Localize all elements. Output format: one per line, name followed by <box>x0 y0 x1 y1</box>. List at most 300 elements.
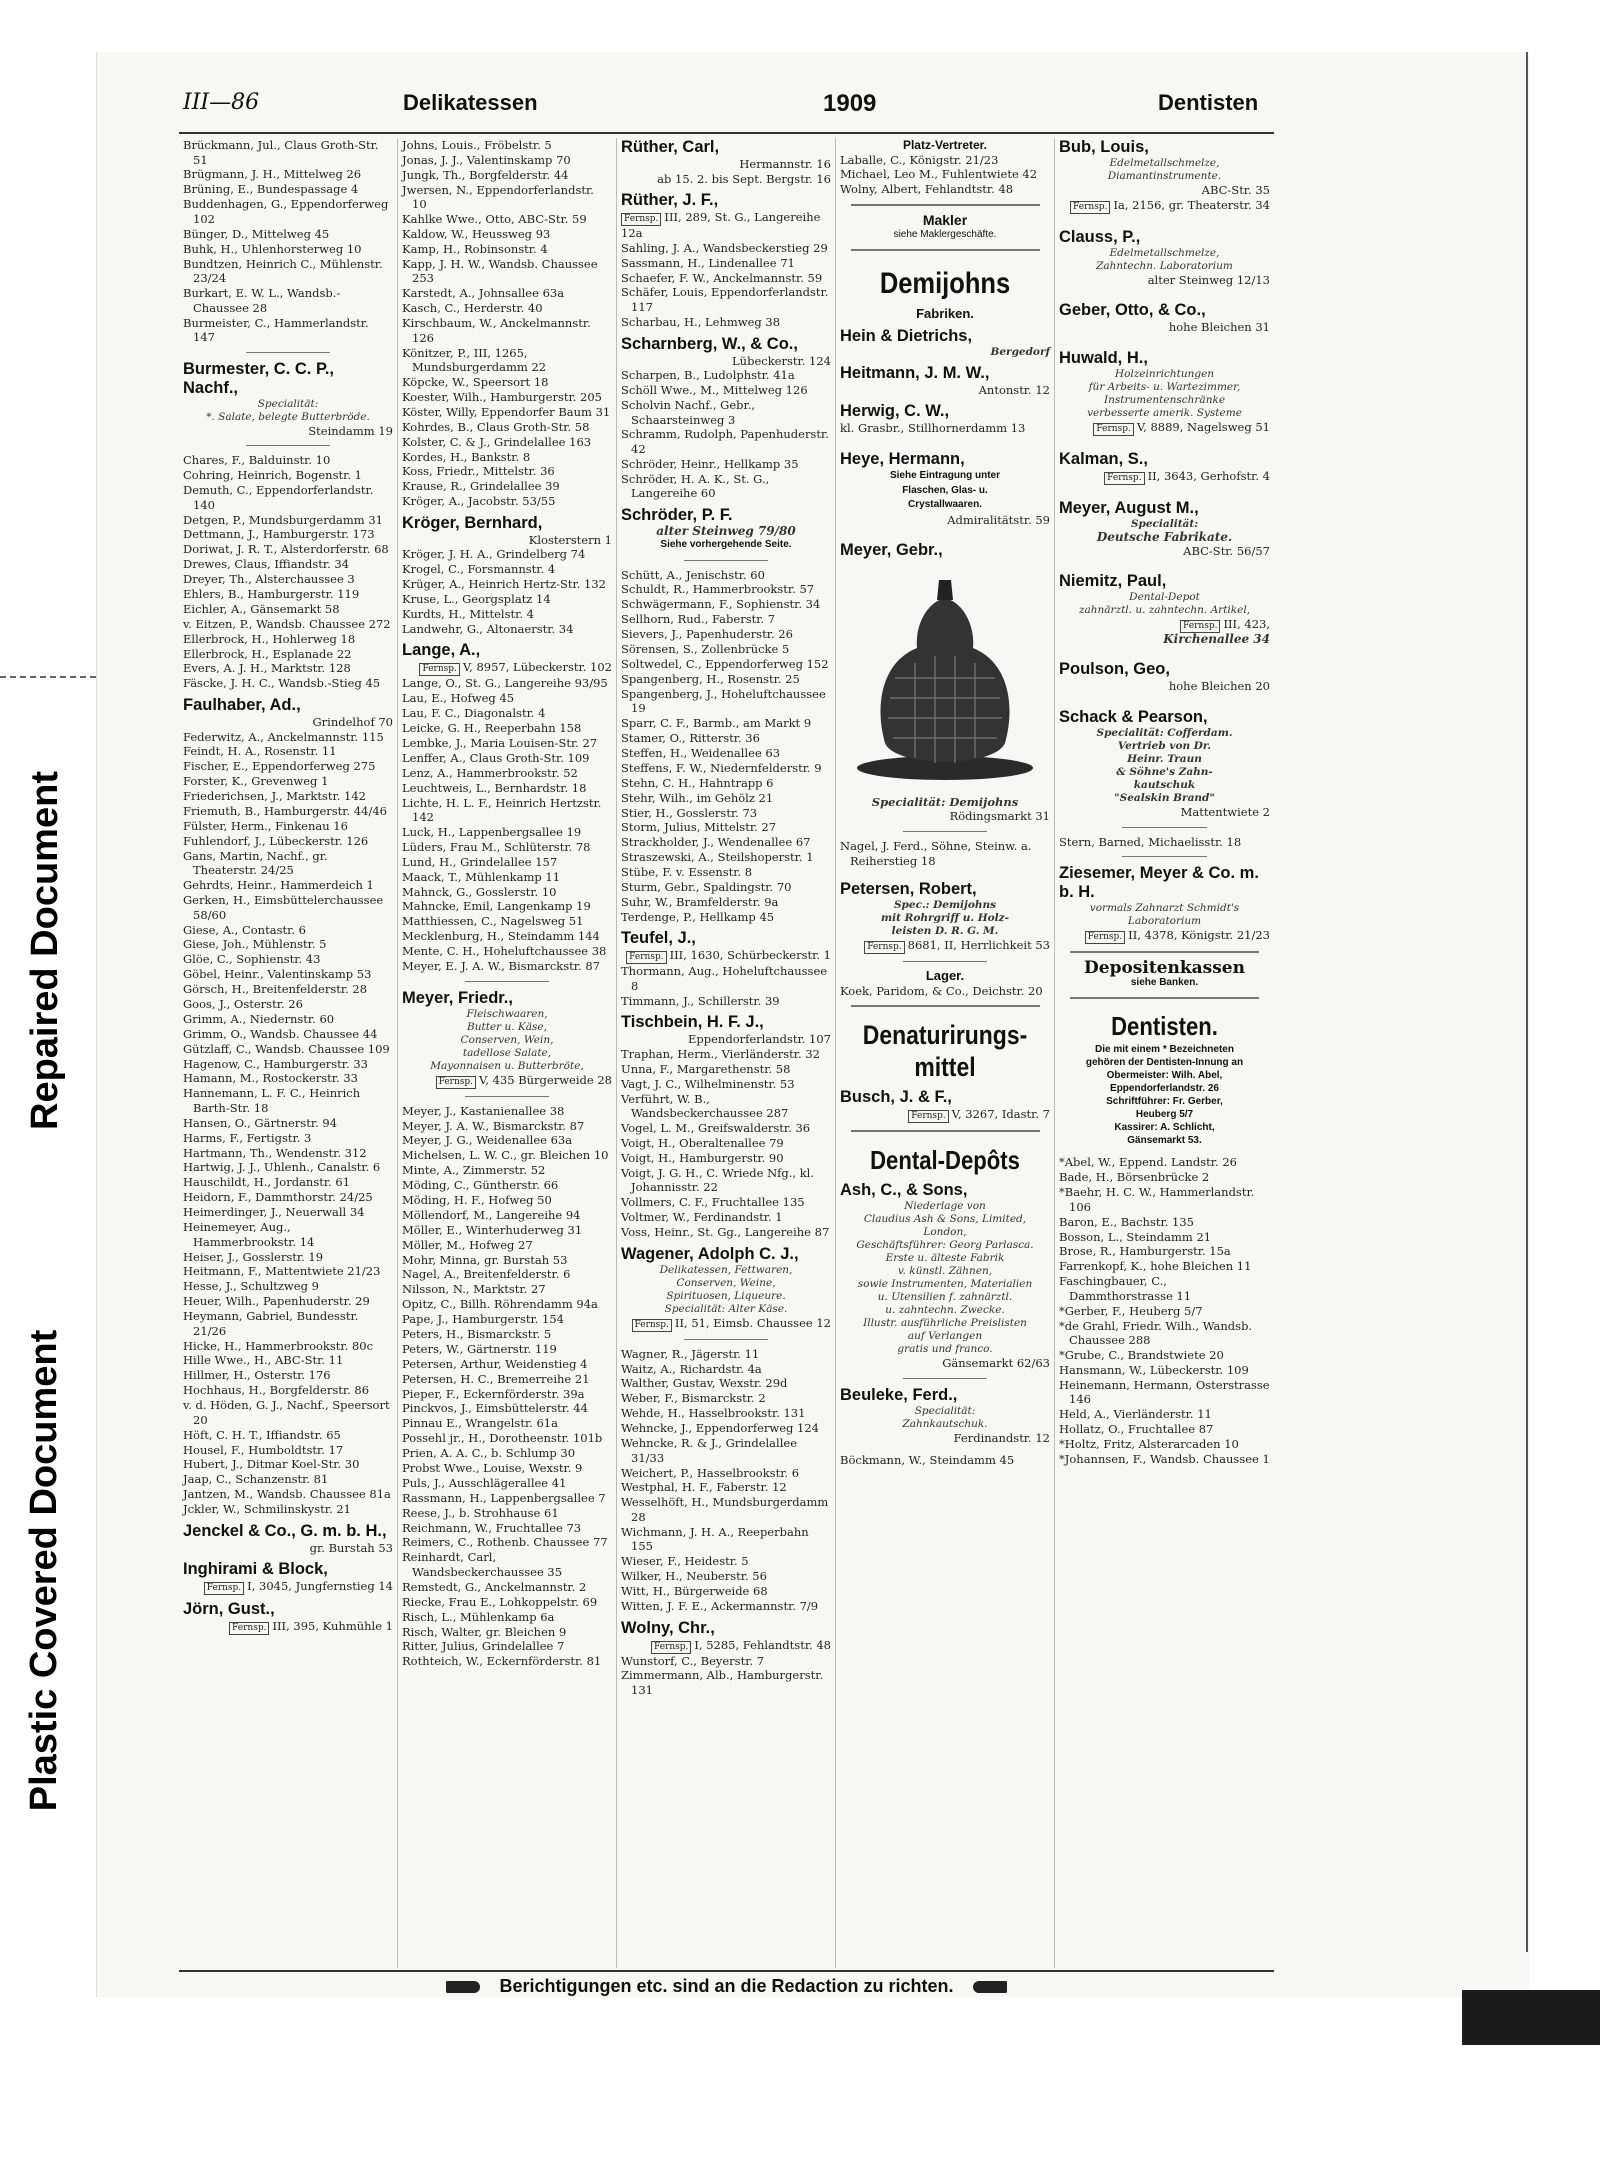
list-item: Remstedt, G., Anckelmannstr. 2 <box>402 1579 587 1594</box>
list-item: Pape, J., Hamburgerstr. 154 <box>402 1312 564 1327</box>
list-item: Giese, Joh., Mühlenstr. 5 <box>183 937 327 952</box>
listing-name: Meyer, August M., <box>1059 498 1199 517</box>
list-item: Evers, A. J. H., Marktstr. 128 <box>183 661 351 676</box>
section-title: Makler <box>922 211 968 228</box>
listing-name: Heitmann, J. M. W., <box>840 363 990 382</box>
list-item: Leuchtweis, L., Bernhardstr. 18 <box>402 780 587 795</box>
listing-address: Fernsp. V, 8889, Nagelsweg 51 <box>1059 420 1270 436</box>
list-item: Kaldow, W., Heussweg 93 <box>402 227 551 242</box>
page-header <box>183 90 1273 126</box>
list-item: Siehe Eintragung unter <box>889 469 1000 481</box>
listing-address: Fernsp. 8681, II, Herrlichkeit 53 <box>840 938 1050 954</box>
list-item: Fischer, E., Eppendorferweg 275 <box>183 759 376 774</box>
list-item: Wichmann, J. H. A., Reeperbahn 155 <box>621 1524 809 1554</box>
divider <box>246 445 330 446</box>
divider <box>684 560 768 561</box>
list-item: Burmeister, C., Hammerlandstr. 147 <box>183 315 369 345</box>
list-item: Schröder, Heinr., Hellkamp 35 <box>621 456 799 471</box>
list-item: Koek, Paridom, & Co., Deichstr. 20 <box>840 983 1043 998</box>
list-item: Verführt, W. B., Wandsbeckerchaussee 287 <box>621 1091 789 1121</box>
list-item: Möller, E., Winterhuderweg 31 <box>402 1222 583 1237</box>
list-item: Vollmers, C. F., Fruchtallee 135 <box>621 1195 805 1210</box>
column-1 <box>179 138 398 1968</box>
listing-address: Steindamm 19 <box>308 423 393 438</box>
list-item: Mecklenburg, H., Steindamm 144 <box>402 929 600 944</box>
list-item: Lichte, H. L. F., Heinrich Hertzstr. 142 <box>402 795 602 825</box>
listing-name: Wolny, Chr., <box>621 1618 715 1637</box>
list-item: Nagel, A., Breitenfelderstr. 6 <box>402 1267 571 1282</box>
list-item: Nilsson, N., Marktstr. 27 <box>402 1282 546 1297</box>
list-item: Waitz, A., Richardstr. 4a <box>621 1361 762 1376</box>
listing-address: Rödingsmarkt 31 <box>949 809 1050 824</box>
header-section-right: Dentisten <box>1158 90 1259 115</box>
entry-list <box>402 1104 612 1669</box>
list-item: Schäfer, Louis, Eppendorferlandstr. 117 <box>621 285 829 315</box>
list-item: Laboratorium <box>1127 915 1202 928</box>
list-item: Giese, A., Contastr. 6 <box>183 922 306 937</box>
list-item: Reinhardt, Carl, Wandsbeckerchaussee 35 <box>402 1550 563 1579</box>
list-item: Witt, H., Bürgerweide 68 <box>621 1584 768 1599</box>
list-item: Friemuth, B., Hamburgerstr. 44/46 <box>183 803 387 818</box>
list-item: Eichler, A., Gänsemarkt 58 <box>183 601 340 616</box>
list-item: Gützlaff, C., Wandsb. Chaussee 109 <box>183 1041 390 1056</box>
list-item: Pinckvos, J., Eimsbüttelerstr. 44 <box>402 1401 588 1416</box>
listing-address: Lübeckerstr. 124 <box>732 353 831 368</box>
divider <box>1070 997 1260 999</box>
divider <box>851 1005 1040 1007</box>
list-item: Dettmann, J., Hamburgerstr. 173 <box>183 527 375 542</box>
list-item: Kohrdes, B., Claus Groth-Str. 58 <box>402 419 590 434</box>
listing-name: Ash, C., & Sons, <box>840 1181 968 1200</box>
listing-address: Antonstr. 12 <box>978 382 1050 397</box>
list-item: Harms, F., Fertigstr. 3 <box>183 1130 312 1145</box>
list-item: Jwersen, N., Eppendorferlandstr. 10 <box>402 182 594 212</box>
section-note: siehe Maklergeschäfte. <box>893 228 997 240</box>
list-item: Puls, J., Ausschlägerallee 41 <box>402 1475 567 1490</box>
listing-address: Mattentwiete 2 <box>1180 804 1270 819</box>
listing-description <box>840 899 1050 938</box>
list-item: Wehde, H., Hasselbrookstr. 131 <box>621 1406 806 1421</box>
list-item: leisten D. R. G. M. <box>891 925 999 938</box>
list-item: Sörensen, S., Zollenbrücke 5 <box>621 642 790 656</box>
listing-name: Schröder, P. F. <box>621 505 733 524</box>
list-item: Wehncke, J., Eppendorferweg 124 <box>621 1421 819 1436</box>
list-item: Hansen, O., Gärtnerstr. 94 <box>183 1115 338 1130</box>
list-item: Wagner, R., Jägerstr. 11 <box>621 1346 760 1361</box>
pointing-hand-icon <box>446 1981 480 1993</box>
listing-address: hohe Bleichen 31 <box>1168 320 1270 335</box>
list-item: Zimmermann, Alb., Hamburgerstr. 131 <box>621 1668 824 1698</box>
entry-list <box>621 1347 831 1614</box>
fernsprecher-badge: Fernsp. <box>864 941 904 954</box>
list-item: Maack, T., Mühlenkamp 11 <box>402 869 561 884</box>
list-item: Thormann, Aug., Hoheluftchaussee 8 <box>621 964 828 993</box>
list-item: Möding, C., Güntherstr. 66 <box>402 1178 559 1193</box>
listing-address: Klosterstern 1 <box>528 532 612 547</box>
list-item: Strackholder, J., Wendenallee 67 <box>621 835 811 850</box>
list-item: Fuhlendorf, J., Lübeckerstr. 126 <box>183 833 369 848</box>
column-2 <box>398 138 617 1968</box>
list-item: Karstedt, A., Johnsallee 63a <box>402 286 565 301</box>
entry-list <box>183 730 393 1517</box>
list-item: Feindt, H. A., Rosenstr. 11 <box>183 744 337 759</box>
list-item: Wehncke, R. & J., Grindelallee 31/33 <box>621 1436 798 1465</box>
list-item: Gans, Martin, Nachf., gr. Theaterstr. 24/25 <box>183 848 328 878</box>
list-item: Heinemeyer, Aug., Hammerbrookstr. 14 <box>183 1220 315 1249</box>
list-item: Riecke, Frau E., Lohkoppelstr. 69 <box>402 1594 598 1609</box>
fernsprecher-badge: Fernsp. <box>651 1641 691 1654</box>
list-item: Jonas, J. J., Valentinskamp 70 <box>402 152 571 167</box>
divider <box>851 249 1040 251</box>
listing-address: Fernsp. III, 289, St. G., Langereihe 12a <box>621 210 821 241</box>
list-item: Sparr, C. F., Barmb., am Markt 9 <box>621 716 812 731</box>
section-title: Lager. <box>925 968 965 984</box>
list-item: Grimm, O., Wandsb. Chaussee 44 <box>183 1026 378 1041</box>
list-item: Walther, Gustav, Wexstr. 29d <box>621 1376 788 1391</box>
listing-address: ABC-Str. 35 <box>1201 183 1270 197</box>
list-item: zahnärztl. u. zahntechn. Artikel, <box>1078 604 1251 617</box>
list-item: Hermannstr. 16 <box>739 157 831 171</box>
list-item: Petersen, H. C., Bremerreihe 21 <box>402 1371 590 1386</box>
guild-notice <box>1059 1043 1270 1147</box>
page-number: III—86 <box>183 90 260 115</box>
list-item: Hannemann, L. F. C., Heinrich Barth-Str. 18 <box>183 1086 361 1115</box>
list-item: Könitzer, P., III, 1265, Mundsburgerdamm 22 <box>402 345 547 375</box>
list-item: Wilker, H., Neuberstr. 56 <box>621 1569 767 1584</box>
footer-rule <box>179 1970 1274 1972</box>
listing-address: Fernsp. II, 51, Eimsb. Chaussee 12 <box>621 1316 831 1332</box>
list-item: Wolny, Albert, Fehlandtstr. 48 <box>840 182 1014 197</box>
listing-name: Jenckel & Co., G. m. b. H., <box>183 1521 387 1540</box>
list-item: Wunstorf, C., Beyerstr. 7 <box>621 1653 765 1668</box>
fernsprecher-badge: Fernsp. <box>229 1622 269 1635</box>
list-item: Spangenberg, H., Rosenstr. 25 <box>621 671 800 686</box>
section-title: Demijohns <box>879 267 1011 301</box>
fernsprecher-badge: Fernsp. <box>1070 201 1110 214</box>
scan-shadow <box>1462 1990 1600 2045</box>
list-item: Voigt, H., Hamburgerstr. 90 <box>621 1150 784 1165</box>
list-item: Hollatz, O., Fruchtallee 87 <box>1059 1422 1214 1437</box>
listing-specialty-label: Specialität: <box>914 1404 976 1417</box>
list-item: Nagel, J. Ferd., Söhne, Steinw. a. Reiherstieg 18 <box>840 838 1032 868</box>
listing-address: Admiralitätstr. 59 <box>947 512 1050 527</box>
list-item: Hansmann, W., Lübeckerstr. 109 <box>1059 1362 1249 1377</box>
fernsprecher-badge: Fernsp. <box>436 1076 476 1089</box>
list-item: Conserven, Weine, <box>676 1276 776 1289</box>
list-item: Cohring, Heinrich, Bogenstr. 1 <box>183 468 362 483</box>
header-rule <box>179 132 1274 134</box>
fernsprecher-badge: Fernsp. <box>621 213 661 226</box>
list-item: Die mit einem * Bezeichneten <box>1095 1044 1234 1056</box>
list-item: kautschuk <box>1133 778 1196 791</box>
section-title: Denaturirungs- <box>862 1020 1028 1051</box>
listing-name: Rüther, Carl, <box>621 138 720 156</box>
list-item: u. zahntechn. Zwecke. <box>885 1304 1005 1317</box>
listing-description <box>1059 591 1270 617</box>
list-item: ab 15. 2. bis Sept. Bergstr. 16 <box>657 171 831 186</box>
list-item: Bundtzen, Heinrich C., Mühlenstr. 23/24 <box>183 256 383 286</box>
entry-list <box>840 153 1050 197</box>
list-item: verbesserte amerik. Systeme <box>1087 406 1242 419</box>
list-item: Spirituosen, Liqueure. <box>666 1289 786 1302</box>
list-item: Höft, C. H. T., Iffiandstr. 65 <box>183 1427 341 1442</box>
list-item: Risch, L., Mühlenkamp 6a <box>402 1609 555 1624</box>
list-item: Schramm, Rudolph, Papenhuderstr. 42 <box>621 427 829 456</box>
list-item: Erste u. älteste Fabrik <box>885 1252 1005 1265</box>
list-item: Westphal, H. F., Faberstr. 12 <box>621 1480 787 1495</box>
list-item: tadellose Salate, <box>462 1046 552 1059</box>
list-item: Hesse, J., Schultzweg 9 <box>183 1279 319 1294</box>
listing-description <box>1059 157 1270 183</box>
list-item: Mayonnaisen u. Butterbröte, <box>430 1059 584 1072</box>
list-item: Obermeister: Wilh. Abel, <box>1106 1070 1223 1082</box>
listing-note: Siehe vorhergehende Seite. <box>660 538 792 550</box>
listing-address: Fernsp. I, 3045, Jungfernstieg 14 <box>183 1579 393 1595</box>
listing-specialty: Deutsche Fabrikate. <box>1096 529 1233 544</box>
listing-name: Poulson, Geo, <box>1059 660 1170 679</box>
list-item: Heuer, Wilh., Papenhuderstr. 29 <box>183 1294 370 1309</box>
list-item: Reimers, C., Rothenb. Chaussee 77 <box>402 1535 608 1550</box>
listing-name: Inghirami & Block, <box>183 1560 328 1579</box>
list-item: Schwägermann, F., Sophienstr. 34 <box>621 597 821 612</box>
list-item: Peters, W., Gärtnerstr. 119 <box>402 1341 557 1356</box>
listing-name: Ziesemer, Meyer & Co. m. b. H. <box>1059 864 1259 902</box>
list-item: *Holtz, Fritz, Alsterarcaden 10 <box>1059 1437 1239 1452</box>
divider <box>246 352 330 353</box>
list-item: Weber, F., Bismarckstr. 2 <box>621 1391 766 1406</box>
divider <box>903 1378 987 1379</box>
list-item: Schriftführer: Fr. Gerber, <box>1106 1096 1223 1108</box>
listing-name: Petersen, Robert, <box>840 880 977 899</box>
listing-description <box>840 1200 1050 1356</box>
fernsprecher-badge: Fernsp. <box>1180 620 1220 633</box>
list-item: Butter u. Käse, <box>467 1020 547 1033</box>
listing-address: ABC-Str. 56/57 <box>1183 543 1270 558</box>
divider <box>684 1339 768 1340</box>
listing-address: Fernsp. III, 395, Kuhmühle 1 <box>183 1619 393 1635</box>
list-item: Sassmann, H., Lindenallee 71 <box>621 255 795 270</box>
listing-address: Grindelhof 70 <box>312 714 393 729</box>
list-item: Köster, Willy, Eppendorfer Baum 31 <box>402 404 611 419</box>
listing-address: hohe Bleichen 20 <box>1168 679 1270 694</box>
listing-name: Lange, A., <box>402 641 481 660</box>
listing-address <box>621 157 831 186</box>
list-item: auf Verlangen <box>907 1330 983 1343</box>
list-item: Koester, Wilh., Hamburgerstr. 205 <box>402 389 602 404</box>
listing-name: Teufel, J., <box>621 929 696 948</box>
list-item: Krogel, C., Forsmannstr. 4 <box>402 562 556 577</box>
listing-description <box>1059 247 1270 273</box>
listing-specialty-label: Specialität: <box>257 397 319 410</box>
listing-address: Fernsp. III, 1630, Schürbeckerstr. 1 <box>621 948 831 964</box>
section-note: siehe Banken. <box>1130 976 1199 988</box>
demijohn-neck <box>937 580 953 600</box>
column-4 <box>836 138 1055 1968</box>
section-subtitle: Fabriken. <box>916 306 974 322</box>
list-item: Jaap, C., Schanzenstr. 81 <box>183 1472 329 1487</box>
list-item: Vertrieb von Dr. <box>1117 739 1212 752</box>
list-item: Jungk, Th., Borgfelderstr. 44 <box>402 167 569 182</box>
list-item: Bade, H., Börsenbrücke 2 <box>1059 1170 1210 1185</box>
list-item: Voigt, J. G. H., C. Wriede Nfg., kl. Johannisstr. 22 <box>621 1165 815 1195</box>
list-item: Hillmer, H., Osterstr. 176 <box>183 1368 331 1383</box>
listing-name: Hein & Dietrichs, <box>840 326 973 345</box>
list-item: Luck, H., Lappenbergsallee 19 <box>402 825 582 840</box>
list-item: Soltwedel, C., Eppendorferweg 152 <box>621 656 829 671</box>
list-item: Rothteich, W., Eckernförderstr. 81 <box>402 1654 602 1669</box>
listing-address: Eppendorferlandstr. 107 <box>688 1032 831 1047</box>
list-item: *Gerber, F., Heuberg 5/7 <box>1059 1303 1203 1318</box>
list-item: Ellerbrock, H., Hohlerweg 18 <box>183 631 356 646</box>
list-item: Pinnau E., Wrangelstr. 61a <box>402 1416 558 1431</box>
list-item: Heidorn, F., Dammthorstr. 24/25 <box>183 1190 373 1205</box>
list-item: v. Eitzen, P., Wandsb. Chaussee 272 <box>183 616 391 631</box>
list-item: Lange, O., St. G., Langereihe 93/95 <box>402 676 608 691</box>
list-item: Hochhaus, H., Borgfelderstr. 86 <box>183 1383 370 1398</box>
divider <box>851 204 1040 206</box>
listing-address: Bergedorf <box>990 345 1050 358</box>
list-item: Specialität: Alter Käse. <box>664 1302 788 1315</box>
list-item: Wesselhöft, H., Mundsburgerdamm 28 <box>621 1495 829 1524</box>
list-item: Geschäftsführer: Georg Parlasca. <box>856 1239 1034 1252</box>
listing-address: Ferdinandstr. 12 <box>953 1430 1050 1445</box>
list-item: Prien, A. A. C., b. Schlump 30 <box>402 1446 576 1461</box>
list-item: Stehn, C. H., Hahntrapp 6 <box>621 775 774 790</box>
entry-list <box>402 138 612 509</box>
listing-address: Fernsp. I, 5285, Fehlandtstr. 48 <box>621 1638 831 1654</box>
list-item: Ellerbrock, H., Esplanade 22 <box>183 646 352 661</box>
list-item: Heuberg 5/7 <box>1135 1109 1194 1121</box>
listing-name: Schack & Pearson, <box>1059 707 1208 726</box>
listing-name: Kröger, Bernhard, <box>402 513 543 532</box>
divider <box>0 676 96 678</box>
list-item: Lembke, J., Maria Louisen-Str. 27 <box>402 735 598 750</box>
entry-list <box>402 676 612 973</box>
fernsprecher-badge: Fernsp. <box>632 1319 672 1332</box>
list-item: Michelsen, L. W. C., gr. Bleichen 10 <box>402 1148 609 1163</box>
list-item: Lenz, A., Hammerbrookstr. 52 <box>402 765 578 780</box>
list-item: Edelmetallschmelze, <box>1109 246 1220 259</box>
divider <box>1122 856 1206 857</box>
listing-specialty-label: Specialität: <box>1130 517 1199 530</box>
list-item: Hille Wwe., H., ABC-Str. 11 <box>183 1353 344 1368</box>
fernsprecher-badge: Fernsp. <box>1085 931 1125 944</box>
list-item: *Johannsen, F., Wandsb. Chaussee 1 <box>1059 1451 1270 1466</box>
listing-name: Kalman, S., <box>1059 449 1148 468</box>
list-item: Meyer, E. J. A. W., Bismarckstr. 87 <box>402 959 600 974</box>
list-item: Stamer, O., Ritterstr. 36 <box>621 731 760 746</box>
list-item: Traphan, Herm., Vierländerstr. 32 <box>621 1047 820 1061</box>
divider <box>1070 951 1260 953</box>
list-item: sowie Instrumenten, Materialien <box>857 1278 1033 1291</box>
list-item: Sahling, J. A., Wandsbeckerstieg 29 <box>621 240 828 255</box>
list-item: Terdenge, P., Hellkamp 45 <box>621 909 775 924</box>
list-item: Heimerdinger, J., Neuerwall 34 <box>183 1205 365 1220</box>
list-item: Straszewski, A., Steilshoperstr. 1 <box>621 850 814 865</box>
list-item: Friederichsen, J., Marktstr. 142 <box>183 789 366 804</box>
list-item: Michael, Leo M., Fuhlentwiete 42 <box>840 167 1038 182</box>
list-item: Voss, Heinr., St. Gg., Langereihe 87 <box>621 1225 830 1240</box>
list-item: Grimm, A., Niedernstr. 60 <box>183 1011 335 1026</box>
listing-name: Faulhaber, Ad., <box>183 695 301 714</box>
list-item: Kolster, C. & J., Grindelallee 163 <box>402 434 592 449</box>
entry-list <box>402 547 612 636</box>
list-item: Heinemann, Hermann, Osterstrasse 146 <box>1059 1377 1270 1407</box>
scanned-page <box>96 52 1529 1997</box>
section-title: Depositenkassen <box>1084 958 1245 979</box>
list-item: gehören der Dentisten-Innung an <box>1085 1057 1244 1069</box>
list-item: Hicke, H., Hammerbrookstr. 80c <box>183 1338 374 1353</box>
list-item: Conserven, Wein, <box>460 1033 554 1046</box>
list-item: Johns, Louis., Fröbelstr. 5 <box>402 138 552 152</box>
fernsprecher-badge: Fernsp. <box>1093 423 1133 436</box>
list-item: Jckler, W., Schmilinskystr. 21 <box>183 1502 351 1517</box>
column-5 <box>1055 138 1274 1968</box>
list-item: Glöe, C., Sophienstr. 43 <box>183 952 321 967</box>
listing-address: Gänsemarkt 62/63 <box>942 1356 1050 1371</box>
list-item: Brückmann, Jul., Claus Groth-Str. 51 <box>183 138 379 167</box>
column-3 <box>617 138 836 1968</box>
list-item: gratis und franco. <box>897 1343 993 1356</box>
list-item: Held, A., Vierländerstr. 11 <box>1059 1407 1212 1422</box>
demijohn-body <box>880 598 1009 762</box>
fernsprecher-badge: Fernsp. <box>908 1110 948 1123</box>
list-item: Kruse, L., Georgsplatz 14 <box>402 592 551 607</box>
list-item: Schaefer, F. W., Anckelmannstr. 59 <box>621 270 823 285</box>
listing-name: Burmester, C. C. P., Nachf., <box>183 359 335 397</box>
list-item: Doriwat, J. R. T., Alsterdorferstr. 68 <box>183 542 389 557</box>
list-item: Zahntechn. Laboratorium <box>1096 259 1233 272</box>
entry-list <box>1059 1155 1270 1466</box>
listing-description <box>1059 902 1270 928</box>
list-item: Drewes, Claus, Iffiandstr. 34 <box>183 557 350 572</box>
list-item: Möding, H. F., Hofweg 50 <box>402 1192 552 1207</box>
side-label-repaired: Repaired Document <box>23 770 66 1130</box>
list-item: Farrenkopf, K., hohe Bleichen 11 <box>1059 1259 1252 1274</box>
list-item: v. d. Höden, G. J., Nachf., Speersort 20 <box>183 1398 390 1427</box>
list-item: Sievers, J., Papenhuderstr. 26 <box>621 627 793 642</box>
list-item: Vogel, L. M., Greifswalderstr. 36 <box>621 1121 811 1136</box>
list-item: Meyer, J. G., Weidenallee 63a <box>402 1133 573 1148</box>
listing-name: Herwig, C. W., <box>840 402 950 421</box>
list-item: "Sealskin Brand" <box>1114 791 1215 804</box>
listing-address: Fernsp. Ia, 2156, gr. Theaterstr. 34 <box>1059 198 1270 214</box>
entry-list <box>183 453 393 691</box>
list-item: Scharbau, H., Lehmweg 38 <box>621 314 781 329</box>
list-item: Jantzen, M., Wandsb. Chaussee 81a <box>183 1487 391 1502</box>
list-item: Voltmer, W., Ferdinandstr. 1 <box>621 1210 783 1225</box>
list-item: Instrumentenschränke <box>1103 393 1226 406</box>
listing-name: Tischbein, H. F. J., <box>621 1013 764 1032</box>
listing-description <box>1059 727 1270 805</box>
page-footer <box>179 1976 1274 1997</box>
section-title: Platz-Vertreter. <box>902 138 988 152</box>
list-item: Edelmetallschmelze, <box>1109 157 1220 169</box>
list-item: Holzeinrichtungen <box>1114 367 1215 380</box>
listing-name: Wagener, Adolph C. J., <box>621 1244 799 1263</box>
list-item: Schütt, A., Jenischstr. 60 <box>621 567 765 582</box>
list-item: Landwehr, G., Altonaerstr. 34 <box>402 621 574 636</box>
divider <box>903 831 987 832</box>
list-item: London, <box>923 1226 967 1239</box>
list-item: Brüning, E., Bundespassage 4 <box>183 182 359 197</box>
list-item: Böckmann, W., Steindamm 45 <box>840 1453 1015 1468</box>
list-item: Claudius Ash & Sons, Limited, <box>863 1213 1027 1226</box>
listing-address: Kirchenallee 34 <box>1163 632 1270 647</box>
list-item: Kassirer: A. Schlicht, <box>1114 1122 1215 1134</box>
list-item: Mente, C. H., Hoheluftchaussee 38 <box>402 944 607 959</box>
list-item: Kurdts, H., Mittelstr. 4 <box>402 606 534 621</box>
